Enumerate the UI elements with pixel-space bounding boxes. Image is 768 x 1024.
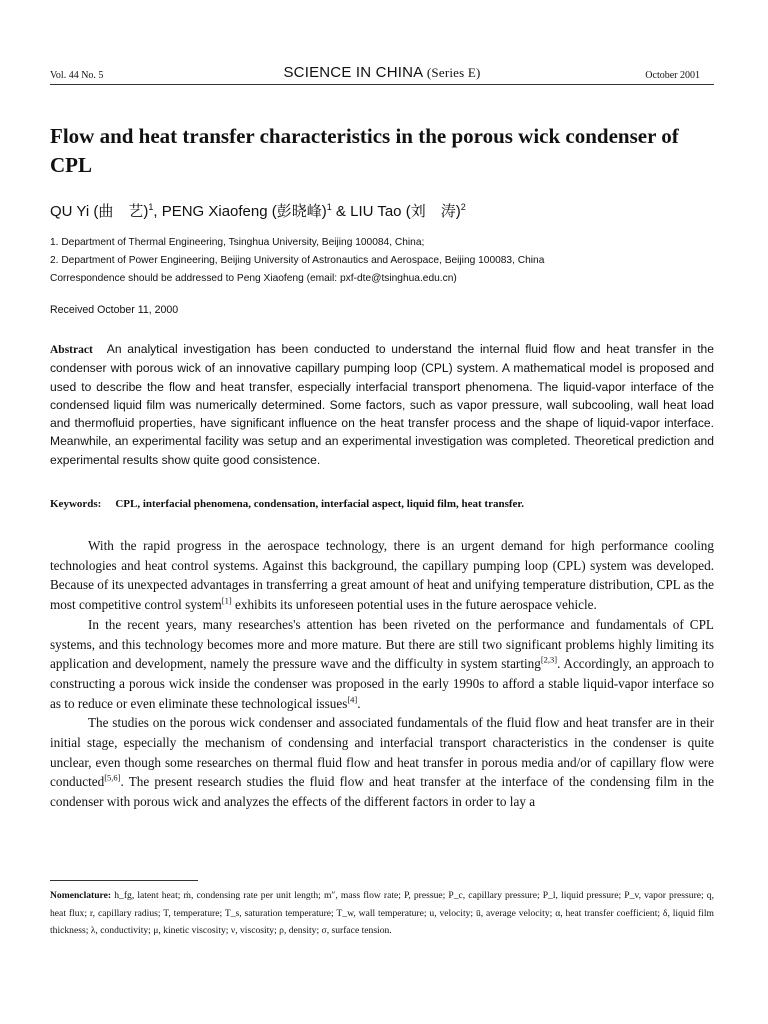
journal-series: (Series E) — [426, 65, 481, 80]
author-name: & LIU Tao (刘 涛) — [331, 203, 461, 220]
nomenclature-label: Nomenclature: — [50, 890, 112, 901]
citation: [4] — [347, 694, 358, 705]
author-name: , PENG Xiaofeng (彭晓峰) — [153, 203, 327, 220]
affiliation: 1. Department of Thermal Engineering, Tsinghua University, Beijing 100084, China; — [50, 237, 425, 248]
body-text — [50, 536, 714, 812]
journal-name — [50, 64, 714, 81]
received-date: Received October 11, 2000 — [50, 304, 179, 316]
keywords-text: CPL, interfacial phenomena, condensation, interfacial aspect, liquid film, heat transfer. — [115, 498, 525, 510]
abstract-text: An analytical investigation has been conducted to understand the internal fluid flow and heat transfer in the condenser with porous wick of an innovative capillary pumping loop (CPL) system. A mathematical model is proposed and used to describe the flow and heat transfer, especially interfacial transport phenomena. The liquid-vapor interface of the condensed liquid film was numerically determined. Some factors, such as vapor pressure, wall subcooling, wall heat load and thermofluid properties, have significant influence on the heat transfer process and the shape of liquid-vapor interface. Meanwhile, an experimental facility was setup and an experimental investigation was completed. Theoretical prediction and experimental results show quite good consistence. — [50, 342, 714, 467]
journal-title: SCIENCE IN CHINA — [283, 64, 423, 81]
text-run: exhibits its unforeseen potential uses in the future aerospace vehicle. — [231, 597, 597, 613]
keywords-label: Keywords: — [50, 498, 102, 510]
body-paragraph — [50, 713, 714, 812]
author-line — [50, 200, 714, 221]
abstract-label: Abstract — [50, 344, 93, 356]
citation: [5,6] — [104, 773, 121, 784]
text-run: With the rapid progress in the aerospace technology, there is an urgent demand for high performance cooling technologies and heat control systems. Against this background, the capillary pumping loop (CPL) system was developed. Because of its unexpected advantages in transferring a great amount of heat and unifying temperature distribution, CPL as the most competitive control system — [50, 538, 714, 613]
text-run: . — [357, 695, 361, 711]
text-run: . Accordingly, an approach to constructing a porous wick inside the condenser was proposed in the early 1990s to afford a stable liquid-vapor interface so as to reduce or even eliminate these technological issues — [50, 656, 714, 711]
nomenclature-text: h_fg, latent heat; ṁ, condensing rate per unit length; m″, mass flow rate; P, pressue; P_c, capillary pressure; P_l, liquid pressure; P_v, vapor pressure; q, heat flux; r, capillary radius; T, temperature; T_s, saturation temperature; T_w, wall temperature; u, velocity; ū, average velocity; α, heat transfer coefficient; δ, liquid film thickness; λ, conductivity; μ, kinetic viscosity; ν, viscosity; ρ, density; σ, surface tension. — [50, 890, 714, 936]
nomenclature-footnote — [50, 887, 714, 940]
issue-date: October 2001 — [645, 70, 700, 81]
header-rule — [50, 84, 714, 85]
paper-title: Flow and heat transfer characteristics in the porous wick condenser of CPL — [50, 124, 679, 177]
abstract — [50, 340, 714, 469]
author-affiliation-mark: 1 — [148, 202, 154, 212]
affiliation: 2. Department of Power Engineering, Beijing University of Astronautics and Aerospace, Beijing 100083, China — [50, 255, 545, 266]
correspondence-note: Correspondence should be addressed to Peng Xiaofeng (email: pxf-dte@tsinghua.edu.cn) — [50, 273, 457, 284]
author-affiliation-mark: 1 — [326, 202, 332, 212]
volume-number: Vol. 44 No. 5 — [50, 70, 104, 81]
body-paragraph — [50, 536, 714, 615]
text-run: The studies on the porous wick condenser and associated fundamentals of the fluid flow and heat transfer are in their initial stage, especially the mechanism of condensing and interfacial transport characteristics in the condenser is quite unclear, even though some researches on thermal fluid flow and heat transfer in porous media and/or of capillary flow were conducted — [50, 715, 714, 790]
author-affiliation-mark: 2 — [460, 202, 466, 212]
text-run: In the recent years, many researches's attention has been riveted on the performance and fundamentals of CPL systems, and this technology becomes more and more mature. But there are still two significant problems highly limiting its application and development, namely the pressure wave and the difficulty in system starting — [50, 616, 714, 672]
text-run: . The present research studies the fluid flow and heat transfer at the interface of the condensing film in the condenser with porous wick and analyzes the effects of the different factors in order to lay a — [50, 774, 714, 810]
citation: [2,3] — [540, 654, 558, 665]
running-header — [50, 64, 714, 86]
keywords — [50, 498, 714, 510]
citation: [1] — [221, 595, 232, 606]
body-paragraph — [50, 615, 714, 714]
author-name: QU Yi (曲 艺) — [50, 203, 149, 220]
footnote-rule — [50, 880, 198, 881]
